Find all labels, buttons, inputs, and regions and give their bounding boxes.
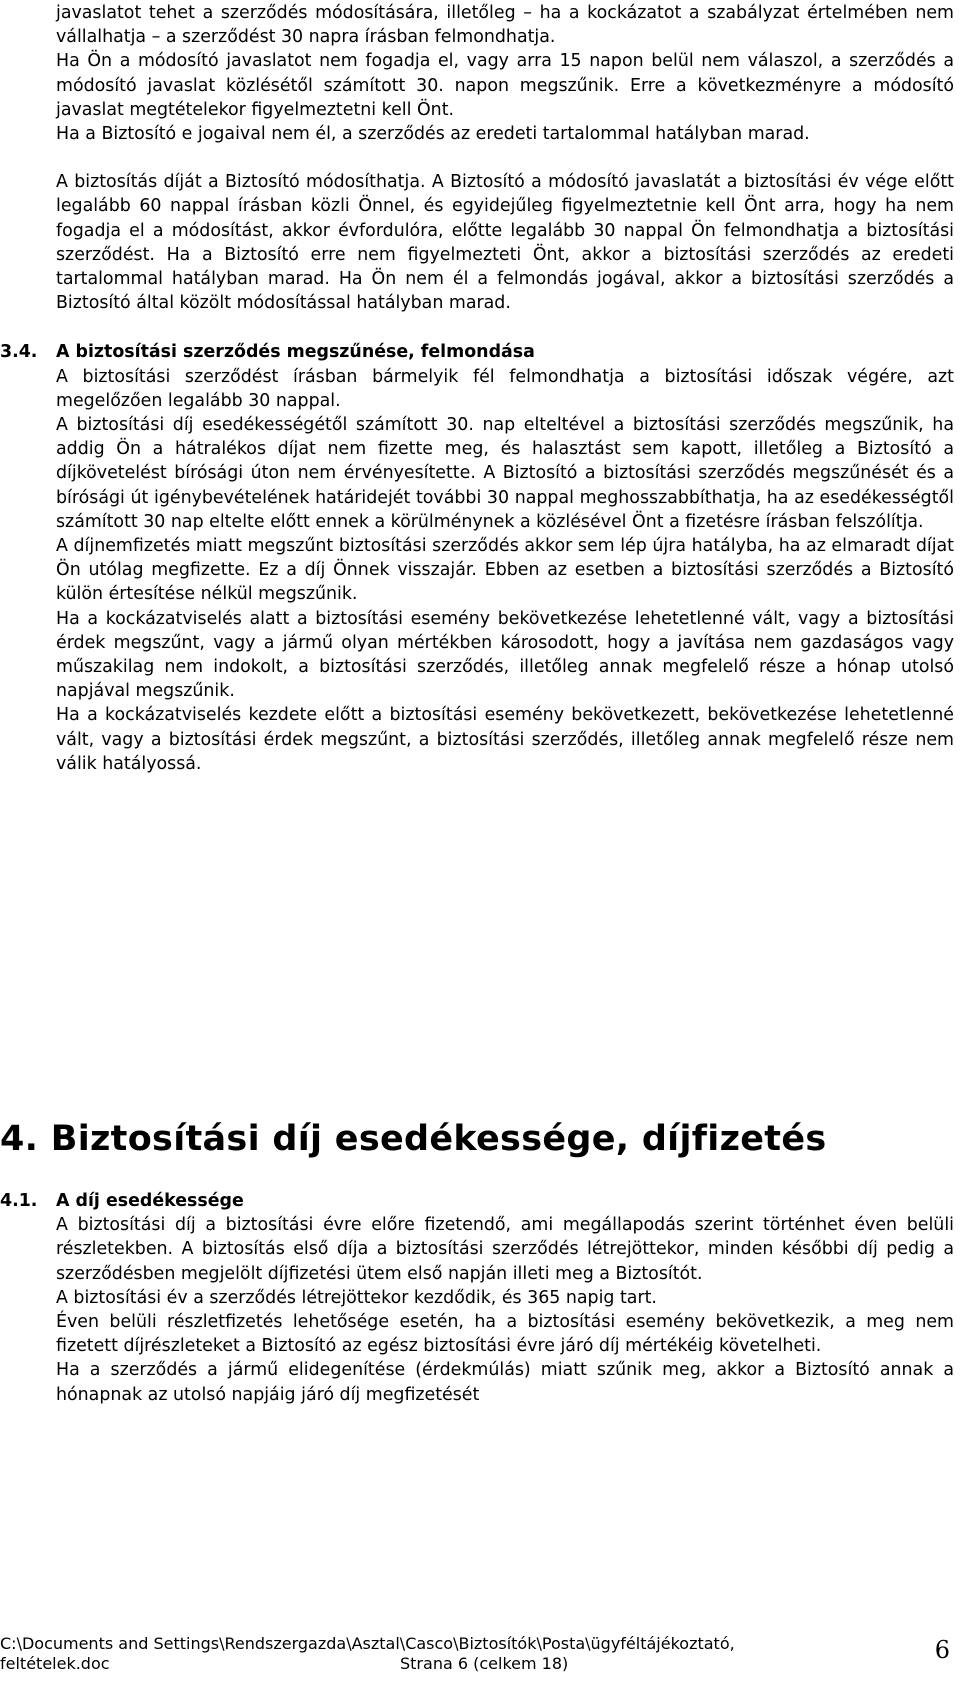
paragraph: A biztosítási díj esedékességétől számított 30. nap elteltével a biztosítási szerződés megszűnik, ha addig Ön a hátralékos díjat nem fizette meg, és halasztást sem kapott, illetőleg a Biztosító a díjkövetelést bírósági úton nem érvényesítette. A Biztosító a biztosítási szerződés megszűnését és a bírósági út igénybevételének határidejét további 30 nappal meghosszabbíthatja, ha az esedékességtől számított 30 nap eltelte előtt ennek a körülménynek a közlésével Önt a fizetésre írásban felszólítja. — [56, 415, 954, 532]
footer-page-label: Strana 6 (celkem 18) — [400, 1654, 569, 1673]
page-footer — [0, 1634, 960, 1674]
section-title: A díj esedékessége — [56, 1191, 244, 1211]
paragraph: Ha a kockázatviselés kezdete előtt a biztosítási esemény bekövetkezett, bekövetkezése lehetetlenné vált, vagy a biztosítási érdek megszűnt, a biztosítási szerződés, illetőleg annak megfelelő része nem válik hatályossá. — [56, 705, 954, 774]
section-title: A biztosítási szerződés megszűnése, felmondása — [56, 342, 535, 363]
paragraph: A biztosítási szerződést írásban bármelyik fél felmondhatja a biztosítási időszak végére, azt megelőzően legalább 30 nappal. — [56, 366, 954, 411]
paragraph: javaslatot tehet a szerződés módosítására, illetőleg – ha a kockázatot a szabályzat értelmében nem vállalhatja – a szerződést 30 napra írásban felmondhatja. — [56, 3, 954, 48]
paragraph: Ha a szerződés a jármű elidegenítése (érdekmúlás) miatt szűnik meg, akkor a Biztosító annak a hónapnak az utolsó napjáig járó díj megfizetését — [56, 1360, 954, 1405]
section-number: 3.4. — [0, 342, 38, 363]
paragraph: Ha Ön a módosító javaslatot nem fogadja el, vagy arra 15 napon belül nem válaszol, a szerződés a módosító javaslat közlésétől számított 30. napon megszűnik. Erre a következményre a módosító javaslat megtételekor figyelmeztetni kell Önt. — [56, 51, 954, 120]
footer-file-path: C:\Documents and Settings\Rendszergazda\Asztal\Casco\Biztosítók\Posta\ügyféltájékoztató, feltételek.doc — [0, 1634, 735, 1673]
section-number: 4.1. — [0, 1191, 38, 1211]
section-heading-3-4 — [0, 340, 954, 364]
paragraph: A biztosítás díját a Biztosító módosíthatja. A Biztosító a módosító javaslatát a biztosítási év vége előtt legalább 60 nappal írásban közli Önnel, és egyidejűleg figyelmeztetnie kell Önt arra, hogy ha nem fogadja el a módosítást, akkor évfordulóra, előtte legalább 30 nappal Ön felmondhatja a biztosítási szerződést. Ha a Biztosító erre nem figyelmezteti Önt, akkor a biztosítási szerződés az eredeti tartalommal hatályban marad. Ha Ön nem él a felmondás jogával, akkor a biztosítási szerződés a Biztosító által közölt módosítással hatályban marad. — [56, 172, 954, 314]
paragraph: A díjnemfizetés miatt megszűnt biztosítási szerződés akkor sem lép újra hatályba, ha az elmaradt díjat Ön utólag megfizette. Ez a díj Önnek visszajár. Ebben az esetben a biztosítási szerződés a Biztosító külön értesítése nélkül megszűnik. — [56, 536, 954, 605]
body-text-lower — [0, 1189, 954, 1407]
chapter-heading: 4. Biztosítási díj esedékessége, díjfizetés — [0, 1119, 827, 1159]
paragraph: Ha a Biztosító e jogaival nem él, a szerződés az eredeti tartalommal hatályban marad. — [56, 124, 810, 145]
paragraph: Éven belüli részletfizetés lehetősége esetén, ha a biztosítási esemény bekövetkezik, a meg nem fizetett díjrészleteket a Biztosító az egész biztosítási évre járó díj mértékéig követelheti. — [56, 1312, 954, 1357]
section-heading-4-1 — [0, 1189, 954, 1213]
page-number: 6 — [934, 1636, 950, 1664]
body-text-upper — [0, 1, 954, 776]
paragraph: A biztosítási év a szerződés létrejöttekor kezdődik, és 365 napig tart. — [56, 1287, 657, 1308]
paragraph: Ha a kockázatviselés alatt a biztosítási esemény bekövetkezése lehetetlenné vált, vagy a biztosítási érdek megszűnt, vagy a jármű olyan mértékben károsodott, hogy a javítása nem gazdaságos vagy műszakilag nem indokolt, a biztosítási szerződés, illetőleg annak megfelelő része a hónap utolsó napjával megszűnik. — [56, 608, 954, 702]
paragraph: A biztosítási díj a biztosítási évre előre fizetendő, ami megállapodás szerint történhet éven belüli részletekben. A biztosítás első díja a biztosítási szerződés létrejöttekor, minden későbbi díj pedig a szerződésben megjelölt díjfizetési ütem első napján illeti meg a Biztosítót. — [56, 1215, 954, 1284]
